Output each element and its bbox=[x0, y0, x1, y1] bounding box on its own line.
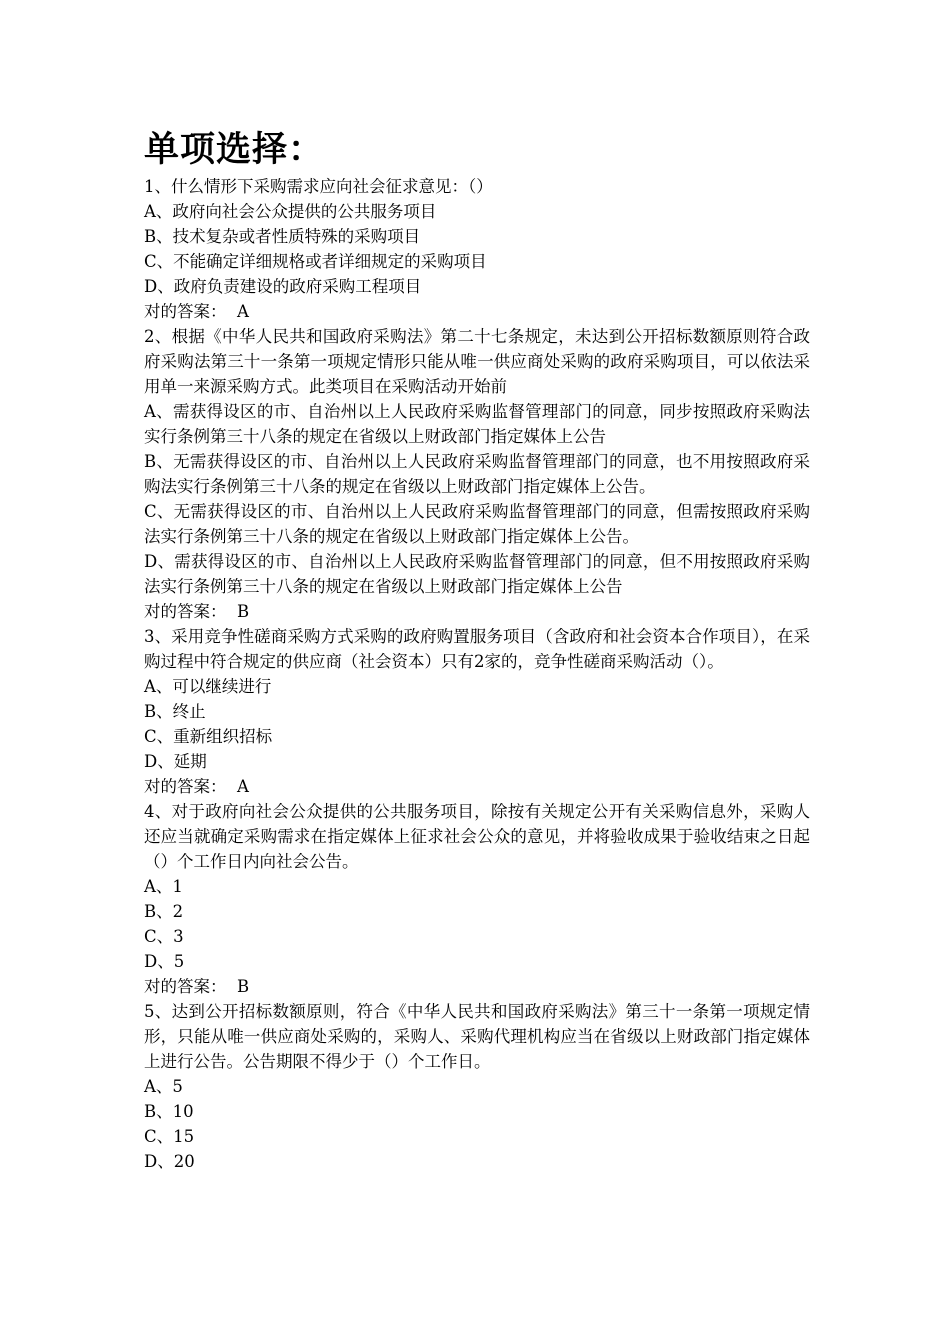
option-c: C、无需获得设区的市、自治州以上人民政府采购监督管理部门的同意，但需按照政府采购法实行条例第三十八条的规定在省级以上财政部门指定媒体上公告。 bbox=[144, 502, 810, 546]
question-block bbox=[144, 624, 810, 799]
option-c: C、15 bbox=[144, 1127, 195, 1146]
option-c: C、不能确定详细规格或者详细规定的采购项目 bbox=[144, 252, 487, 271]
question-stem: 2、根据《中华人民共和国政府采购法》第二十七条规定，未达到公开招标数额原则符合政府采购法第三十一条第一项规定情形只能从唯一供应商处采购的政府采购项目，可以依法采用单一来源采购方式。此类项目在采购活动开始前 bbox=[144, 327, 810, 396]
option-d: D、需获得设区的市、自治州以上人民政府采购监督管理部门的同意，但不用按照政府采购法实行条例第三十八条的规定在省级以上财政部门指定媒体上公告 bbox=[144, 552, 810, 596]
option-b: B、终止 bbox=[144, 702, 206, 721]
option-d: D、延期 bbox=[144, 752, 207, 771]
option-b: B、技术复杂或者性质特殊的采购项目 bbox=[144, 227, 421, 246]
option-c: C、重新组织招标 bbox=[144, 727, 273, 746]
question-stem: 1、什么情形下采购需求应向社会征求意见：（） bbox=[144, 177, 493, 196]
option-a: A、可以继续进行 bbox=[144, 677, 272, 696]
answer-line bbox=[144, 774, 810, 799]
answer-line bbox=[144, 599, 810, 624]
answer-label: 对的答案： bbox=[144, 777, 227, 796]
question-block bbox=[144, 324, 810, 624]
answer-line bbox=[144, 299, 810, 324]
answer-value: A bbox=[237, 777, 249, 796]
section-heading: 单项选择： bbox=[144, 130, 325, 170]
question-block bbox=[144, 799, 810, 999]
option-b: B、10 bbox=[144, 1102, 194, 1121]
option-a: A、5 bbox=[144, 1077, 183, 1096]
option-b: B、无需获得设区的市、自治州以上人民政府采购监督管理部门的同意，也不用按照政府采购法实行条例第三十八条的规定在省级以上财政部门指定媒体上公告。 bbox=[144, 452, 810, 496]
answer-value: B bbox=[237, 977, 250, 996]
option-a: A、需获得设区的市、自治州以上人民政府采购监督管理部门的同意，同步按照政府采购法实行条例第三十八条的规定在省级以上财政部门指定媒体上公告 bbox=[144, 402, 810, 446]
option-d: D、5 bbox=[144, 952, 185, 971]
option-b: B、2 bbox=[144, 902, 184, 921]
question-stem: 4、对于政府向社会公众提供的公共服务项目，除按有关规定公开有关采购信息外，采购人还应当就确定采购需求在指定媒体上征求社会公众的意见，并将验收成果于验收结束之日起（）个工作日内向社会公告。 bbox=[144, 802, 810, 871]
question-block bbox=[144, 999, 810, 1174]
option-d: D、政府负责建设的政府采购工程项目 bbox=[144, 277, 422, 296]
option-a: A、1 bbox=[144, 877, 183, 896]
question-block bbox=[144, 174, 810, 324]
answer-value: B bbox=[237, 602, 250, 621]
document-page bbox=[144, 126, 810, 1174]
question-stem: 5、达到公开招标数额原则，符合《中华人民共和国政府采购法》第三十一条第一项规定情形，只能从唯一供应商处采购的，采购人、采购代理机构应当在省级以上财政部门指定媒体上进行公告。公告期限不得少于（）个工作日。 bbox=[144, 1002, 810, 1071]
option-a: A、政府向社会公众提供的公共服务项目 bbox=[144, 202, 437, 221]
question-stem: 3、采用竞争性磋商采购方式采购的政府购置服务项目（含政府和社会资本合作项目），在采购过程中符合规定的供应商（社会资本）只有2家的，竞争性磋商采购活动（）。 bbox=[144, 627, 810, 671]
answer-label: 对的答案： bbox=[144, 602, 227, 621]
answer-line bbox=[144, 974, 810, 999]
answer-value: A bbox=[237, 302, 249, 321]
option-c: C、3 bbox=[144, 927, 184, 946]
answer-label: 对的答案： bbox=[144, 977, 227, 996]
answer-label: 对的答案： bbox=[144, 302, 227, 321]
option-d: D、20 bbox=[144, 1152, 195, 1171]
